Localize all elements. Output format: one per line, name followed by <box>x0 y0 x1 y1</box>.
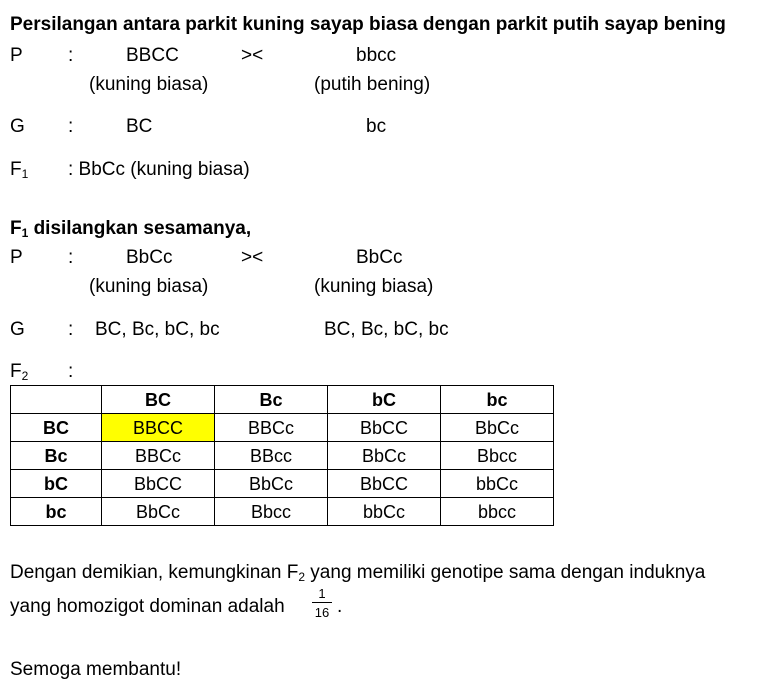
table-cell: BbCC <box>328 414 441 442</box>
table-cell: Bbcc <box>441 442 554 470</box>
table-cell: BbCc <box>102 498 215 526</box>
cross-symbol: >< <box>241 45 264 66</box>
gametes-right: BC, Bc, bC, bc <box>324 319 449 340</box>
p-label: P <box>10 247 23 268</box>
closing-text: Semoga membantu! <box>10 659 182 680</box>
table-row <box>11 414 554 442</box>
gamete-left: BC <box>126 116 153 137</box>
p-label: P <box>10 45 23 66</box>
table-cell: BbCC <box>328 470 441 498</box>
table-cell: BBcc <box>215 442 328 470</box>
table-cell: bbcc <box>441 498 554 526</box>
table-row <box>11 470 554 498</box>
table-cell: BbCc <box>215 470 328 498</box>
fraction-denominator: 16 <box>314 605 330 620</box>
parent-left-phenotype: (kuning biasa) <box>89 74 209 95</box>
col-header: Bc <box>215 386 328 414</box>
table-cell: BBCc <box>102 442 215 470</box>
gametes-left: BC, Bc, bC, bc <box>95 319 220 340</box>
parent-left-genotype: BbCc <box>126 247 173 268</box>
table-cell: Bbcc <box>215 498 328 526</box>
cross-symbol: >< <box>241 247 264 268</box>
parent-right-genotype: bbcc <box>356 45 397 66</box>
conclusion-line-1: Dengan demikian, kemungkinan $F_2$ yang memiliki genotipe sama dengan induknya <box>10 562 706 584</box>
parent-right-phenotype: (kuning biasa) <box>314 276 434 297</box>
row-header: BC <box>11 414 102 442</box>
conclusion-line-2: yang homozigot dominan adalah <box>10 596 285 617</box>
f1-label: $F_1$ <box>10 159 29 181</box>
colon: : <box>68 247 74 268</box>
table-cell: BbCc <box>328 442 441 470</box>
colon: : <box>68 361 74 382</box>
table-cell: BBCc <box>215 414 328 442</box>
table-cell: bbCc <box>441 470 554 498</box>
table-row <box>11 498 554 526</box>
highlighted-cell: BBCC <box>102 414 215 442</box>
section1-title: Persilangan antara parkit kuning sayap biasa dengan parkit putih sayap bening <box>10 14 726 35</box>
corner-cell <box>11 386 102 414</box>
colon: : <box>68 45 74 66</box>
row-header: bc <box>11 498 102 526</box>
section2-title: $F_1$ disilangkan sesamanya, <box>10 218 252 240</box>
parent-right-phenotype: (putih bening) <box>314 74 431 95</box>
table-cell: BbCC <box>102 470 215 498</box>
col-header: bc <box>441 386 554 414</box>
g-label: G <box>10 319 25 340</box>
row-header: bC <box>11 470 102 498</box>
f1-value: : BbCc (kuning biasa) <box>68 159 250 180</box>
f2-label: $F_2$ <box>10 361 29 383</box>
parent-left-genotype: BBCC <box>126 45 179 66</box>
gamete-right: bc <box>366 116 387 137</box>
period: . <box>337 596 343 617</box>
col-header: bC <box>328 386 441 414</box>
table-header-row <box>11 386 554 414</box>
parent-left-phenotype: (kuning biasa) <box>89 276 209 297</box>
row-header: Bc <box>11 442 102 470</box>
colon: : <box>68 116 74 137</box>
table-cell: bbCc <box>328 498 441 526</box>
fraction <box>312 587 332 619</box>
col-header: BC <box>102 386 215 414</box>
punnett-square-table <box>10 385 554 526</box>
parent-right-genotype: BbCc <box>356 247 403 268</box>
table-row <box>11 442 554 470</box>
fraction-numerator: 1 <box>318 586 326 601</box>
colon: : <box>68 319 74 340</box>
g-label: G <box>10 116 25 137</box>
table-cell: BbCc <box>441 414 554 442</box>
